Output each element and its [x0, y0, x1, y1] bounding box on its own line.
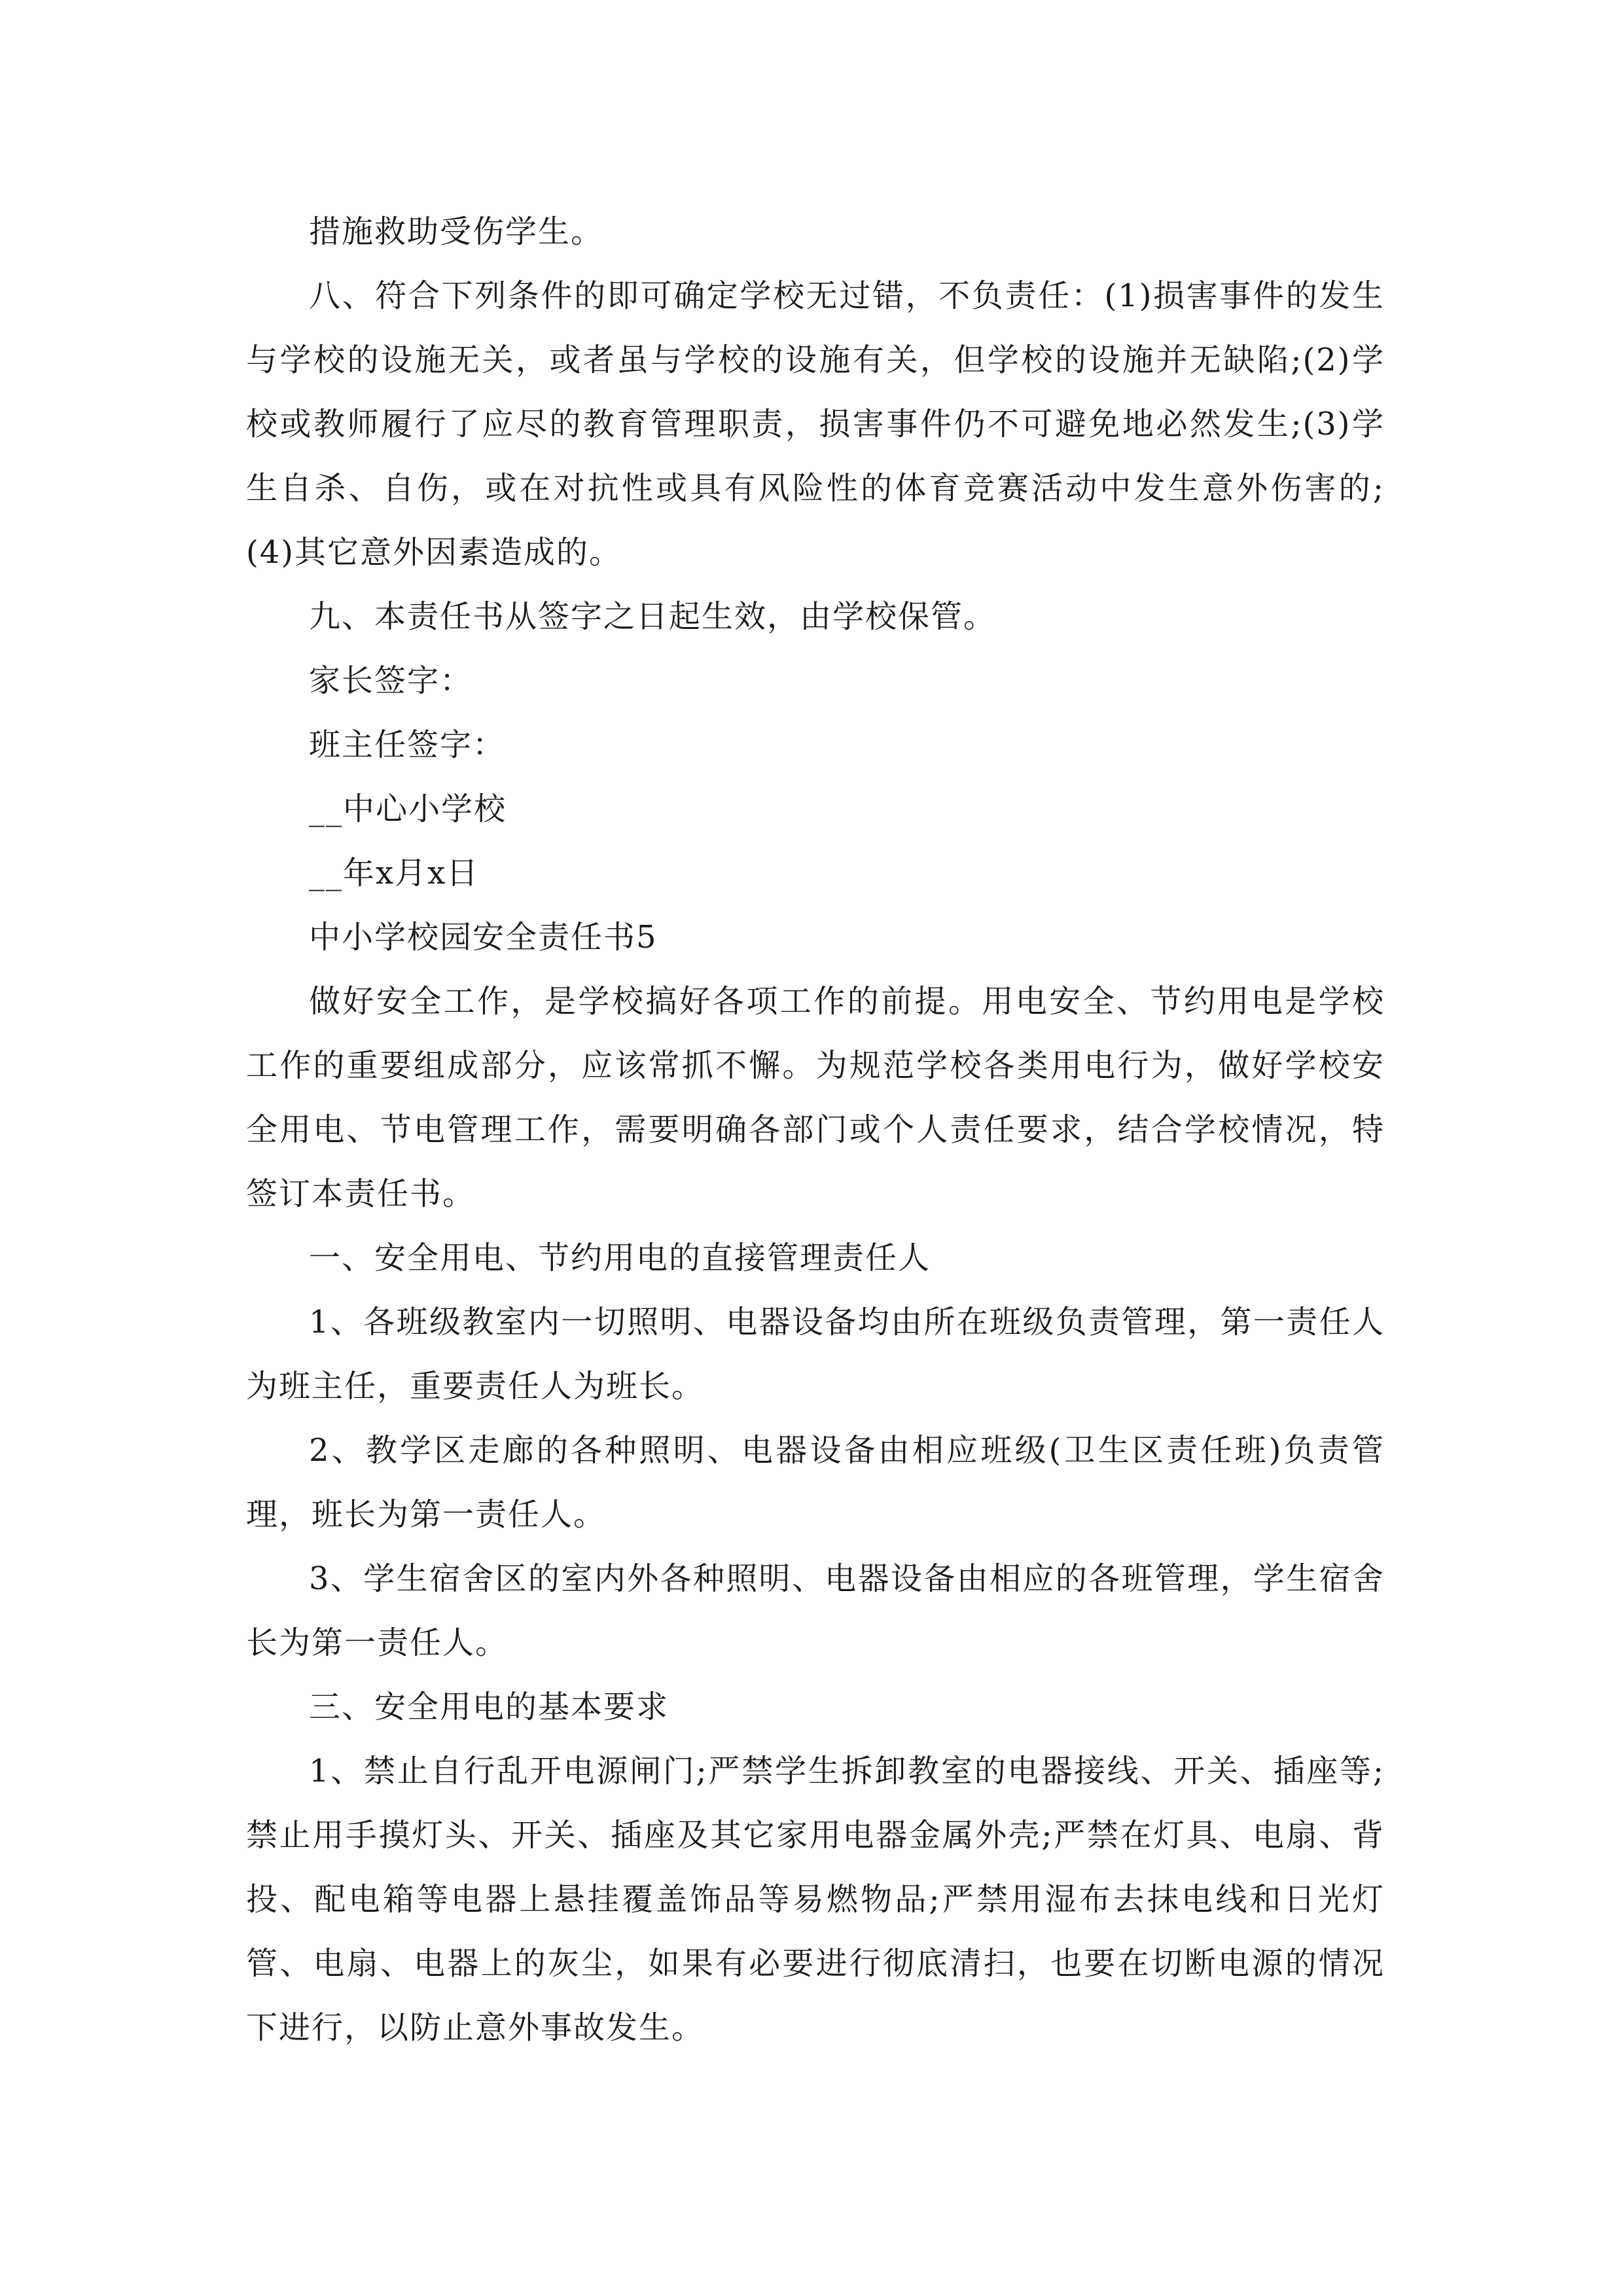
- document-body: [246, 200, 1385, 2060]
- section-title: 中小学校园安全责任书5: [309, 919, 658, 956]
- paragraph-intro: 做好安全工作，是学校搞好各项工作的前提。用电安全、节约用电是学校工作的重要组成部分，应该常抓不懈。为规范学校各类用电行为，做好学校安全用电、节电管理工作，需要明确各部门或个人责任要求，结合学校情况，特签订本责任书。: [246, 983, 1385, 1212]
- item-dormitory: 3、学生宿舍区的室内外各种照明、电器设备由相应的各班管理，学生宿舍长为第一责任人。: [246, 1560, 1385, 1661]
- paragraph-clause-eight: 八、符合下列条件的即可确定学校无过错，不负责任：(1)损害事件的发生与学校的设施无关，或者虽与学校的设施有关，但学校的设施并无缺陷;(2)学校或教师履行了应尽的教育管理职责，损害事件仍不可避免地必然发生;(3)学生自杀、自伤，或在对抗性或具有风险性的体育竞赛活动中发生意外伤害的;(4)其它意外因素造成的。: [246, 278, 1385, 571]
- school-name-line: __中心小学校: [309, 791, 507, 827]
- item-classroom: 1、各班级教室内一切照明、电器设备均由所在班级负责管理，第一责任人为班主任，重要责任人为班长。: [246, 1304, 1385, 1405]
- date-line: __年x月x日: [309, 855, 480, 891]
- paragraph-rescue-injured: 措施救助受伤学生。: [309, 213, 604, 250]
- item-prohibitions: 1、禁止自行乱开电源闸门;严禁学生拆卸教室的电器接线、开关、插座等;禁止用手摸灯头、开关、插座及其它家用电器金属外壳;严禁在灯具、电扇、背投、配电箱等电器上悬挂覆盖饰品等易燃物品;严禁用湿布去抹电线和日光灯管、电扇、电器上的灰尘，如果有必要进行彻底清扫，也要在切断电源的情况下进行，以防止意外事故发生。: [246, 1753, 1385, 2046]
- heading-responsible-persons: 一、安全用电、节约用电的直接管理责任人: [309, 1240, 931, 1276]
- item-corridor: 2、教学区走廊的各种照明、电器设备由相应班级(卫生区责任班)负责管理，班长为第一责任人。: [246, 1432, 1385, 1533]
- heading-basic-requirements: 三、安全用电的基本要求: [309, 1689, 669, 1725]
- parent-signature-label: 家长签字：: [309, 662, 473, 699]
- teacher-signature-label: 班主任签字：: [309, 726, 506, 763]
- paragraph-clause-nine: 九、本责任书从签字之日起生效，由学校保管。: [309, 598, 997, 635]
